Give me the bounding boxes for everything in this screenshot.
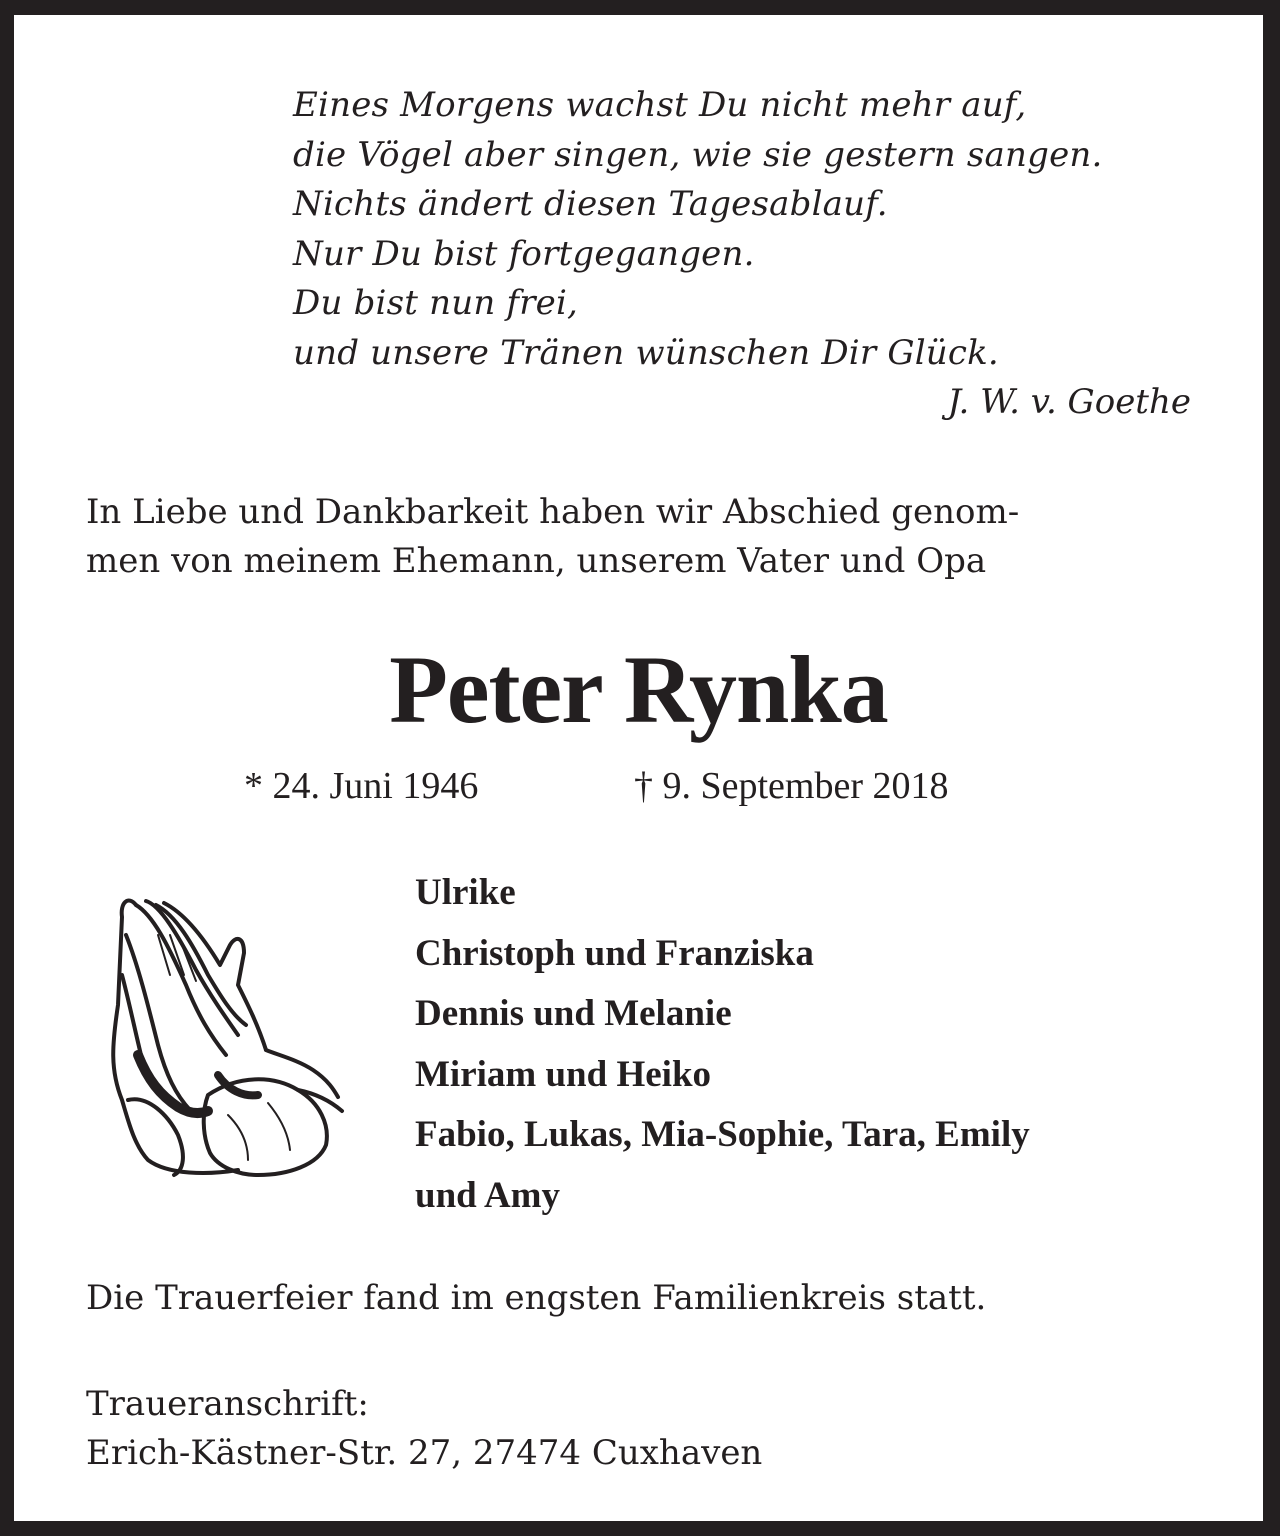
mourning-address bbox=[86, 1380, 762, 1478]
funeral-note: Die Trauerfeier fand im engsten Familienkreis statt. bbox=[86, 1278, 987, 1318]
deceased-name: Peter Rynka bbox=[389, 636, 888, 743]
poem-line: Du bist nun frei, bbox=[293, 283, 579, 323]
poem-line: und unsere Tränen wünschen Dir Glück. bbox=[293, 332, 999, 373]
praying-hands-icon bbox=[98, 875, 348, 1185]
death-date: † 9. September 2018 bbox=[634, 765, 949, 807]
mourners-list bbox=[415, 863, 1030, 1226]
mourner: Miriam und Heiko bbox=[415, 1053, 712, 1095]
poem bbox=[293, 81, 1103, 378]
mourner: und Amy bbox=[415, 1174, 560, 1216]
mourner: Dennis und Melanie bbox=[415, 993, 732, 1034]
poem-author: J. W. v. Goethe bbox=[947, 382, 1191, 422]
address-label: Traueranschrift: bbox=[86, 1384, 369, 1424]
intro-line: men von meinem Ehemann, unserem Vater und Opa bbox=[86, 541, 987, 581]
mourner: Christoph und Franziska bbox=[415, 932, 814, 974]
poem-line: Nichts ändert diesen Tagesablauf. bbox=[293, 184, 888, 224]
obituary-card bbox=[14, 15, 1263, 1521]
poem-line: Eines Morgens wachst Du nicht mehr auf, bbox=[293, 85, 1027, 125]
poem-line: Nur Du bist fortgegangen. bbox=[293, 233, 755, 274]
mourner: Fabio, Lukas, Mia-Sophie, Tara, Emily bbox=[415, 1114, 1030, 1155]
intro-line: In Liebe und Dankbarkeit haben wir Abschied genom- bbox=[86, 492, 1020, 532]
mourner: Ulrike bbox=[415, 872, 516, 913]
address-value: Erich-Kästner-Str. 27, 27474 Cuxhaven bbox=[86, 1433, 763, 1473]
birth-date: * 24. Juni 1946 bbox=[244, 765, 479, 807]
poem-line: die Vögel aber singen, wie sie gestern sangen. bbox=[293, 134, 1103, 175]
intro-text bbox=[86, 488, 1196, 586]
